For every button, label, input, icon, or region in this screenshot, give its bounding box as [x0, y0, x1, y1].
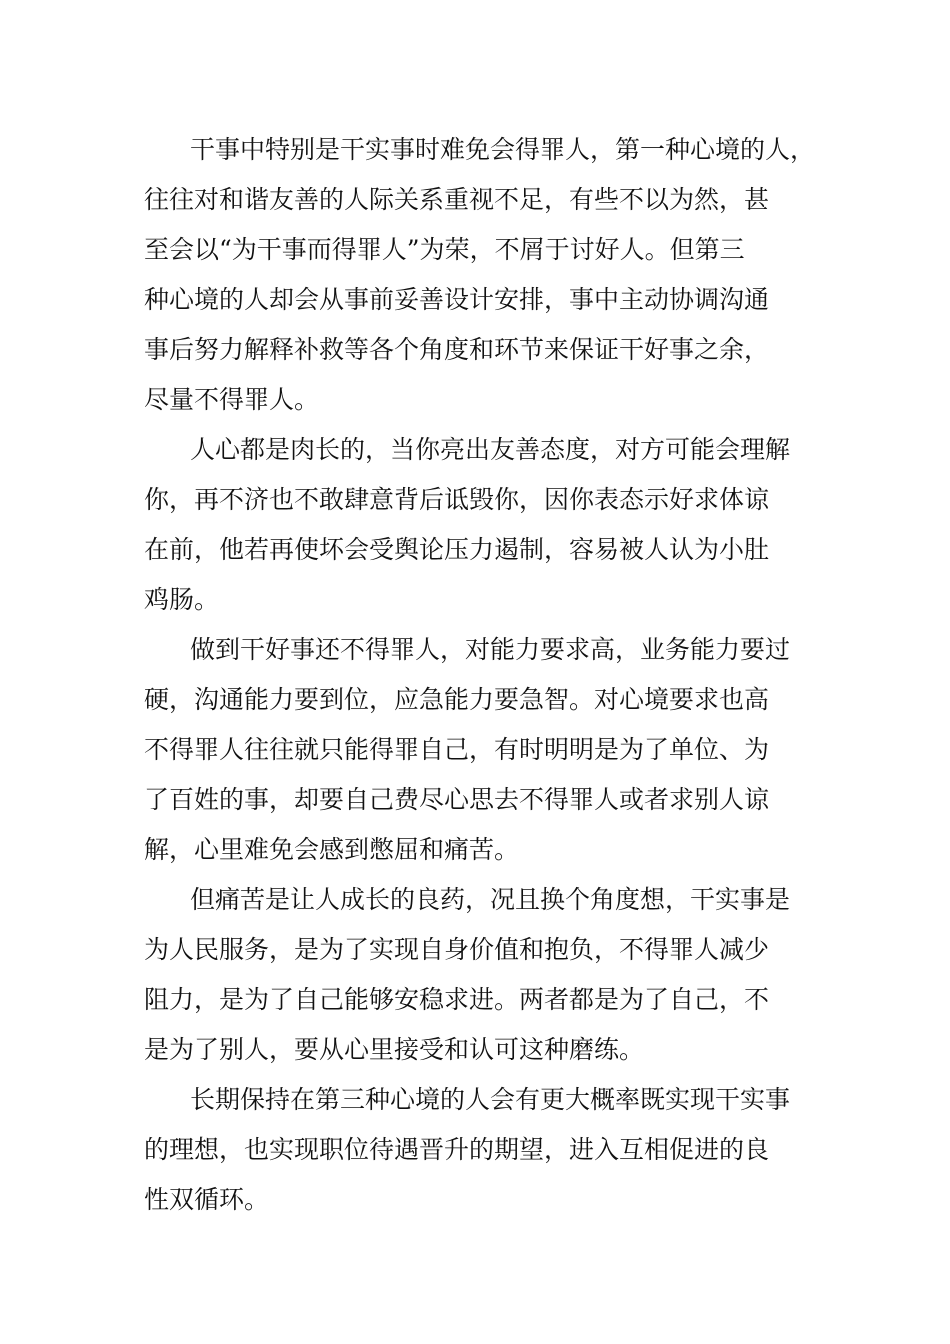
- body-text: [144, 125, 814, 1225]
- paragraph-line: 干事中特别是干实事时难免会得罪人，第一种心境的人，: [190, 135, 816, 164]
- paragraph-line: 在前，他若再使坏会受舆论压力遏制，容易被人认为小肚: [144, 535, 770, 564]
- paragraph-line: 鸡肠。: [144, 585, 220, 614]
- paragraph-line: 了百姓的事，却要自己费尽心思去不得罪人或者求别人谅: [144, 785, 770, 814]
- paragraph-line: 种心境的人却会从事前妥善设计安排，事中主动协调沟通: [144, 285, 770, 314]
- paragraph-4: [144, 875, 814, 1075]
- paragraph-line: 你，再不济也不敢肆意背后诋毁你，因你表态示好求体谅: [144, 485, 770, 514]
- paragraph-line: 解，心里难免会感到憋屈和痛苦。: [144, 835, 520, 864]
- paragraph-3: [144, 625, 814, 875]
- paragraph-line: 阻力，是为了自己能够安稳求进。两者都是为了自己，不: [144, 985, 770, 1014]
- paragraph-line: 往往对和谐友善的人际关系重视不足，有些不以为然，甚: [144, 185, 770, 214]
- paragraph-line: 为人民服务，是为了实现自身价值和抱负，不得罪人减少: [144, 935, 770, 964]
- paragraph-line: 长期保持在第三种心境的人会有更大概率既实现干实事: [190, 1085, 791, 1114]
- paragraph-line: 做到干好事还不得罪人，对能力要求高，业务能力要过: [190, 635, 791, 664]
- paragraph-line: 硬，沟通能力要到位，应急能力要急智。对心境要求也高: [144, 685, 770, 714]
- paragraph-line: 是为了别人，要从心里接受和认可这种磨练。: [144, 1035, 645, 1064]
- paragraph-line: 事后努力解释补救等各个角度和环节来保证干好事之余，: [144, 335, 770, 364]
- paragraph-line: 的理想，也实现职位待遇晋升的期望，进入互相促进的良: [144, 1135, 770, 1164]
- paragraph-5: [144, 1075, 814, 1225]
- paragraph-line: 不得罪人往往就只能得罪自己，有时明明是为了单位、为: [144, 735, 770, 764]
- paragraph-line: 人心都是肉长的，当你亮出友善态度，对方可能会理解: [190, 435, 791, 464]
- paragraph-1: [144, 125, 814, 425]
- paragraph-line: 至会以“为干事而得罪人”为荣，不屑于讨好人。但第三: [144, 235, 745, 264]
- paragraph-line: 但痛苦是让人成长的良药，况且换个角度想，干实事是: [190, 885, 791, 914]
- paragraph-2: [144, 425, 814, 625]
- paragraph-line: 性双循环。: [144, 1185, 270, 1214]
- paragraph-line: 尽量不得罪人。: [144, 385, 320, 414]
